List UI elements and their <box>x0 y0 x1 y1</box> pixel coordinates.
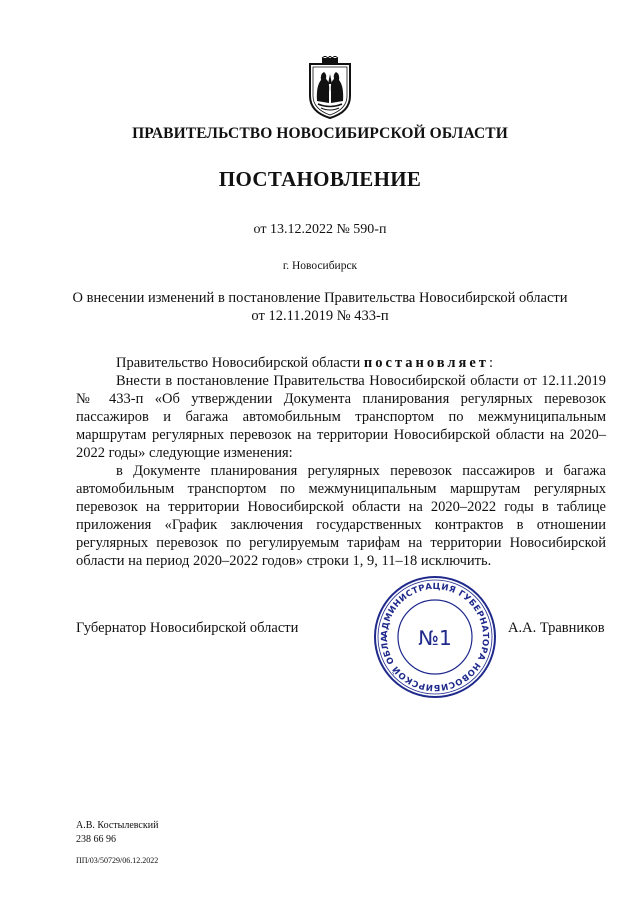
resolution-intro-lead: Правительство Новосибирской области <box>116 355 364 371</box>
document-body <box>76 354 606 570</box>
signatory-name: А.А. Травников <box>508 620 605 636</box>
coat-of-arms-icon <box>302 56 358 122</box>
official-seal-stamp-icon <box>372 574 498 700</box>
body-paragraph-1: Внести в постановление Правительства Новосибирской области от 12.11.2019 № 433-п «Об утверждении Документа планирования регулярных перевозок пассажиров и багажа автомобильным транспортом по межмуниципальным маршрутам регулярных перевозок на территории Новосибирской области на 2020–2022 годы» следующие изменения: <box>76 373 606 461</box>
subject-line-2: от 12.11.2019 № 433-п <box>251 308 389 324</box>
subject-line-1: О внесении изменений в постановление Правительства Новосибирской области <box>72 290 568 306</box>
government-title: ПРАВИТЕЛЬСТВО НОВОСИБИРСКОЙ ОБЛАСТИ <box>132 125 508 142</box>
document-type-title: ПОСТАНОВЛЕНИЕ <box>218 167 422 191</box>
resolution-intro-tail: : <box>488 355 493 371</box>
document-reference: ПП/03/50729/06.12.2022 <box>76 856 159 865</box>
body-paragraph-2: в Документе планирования регулярных перевозок пассажиров и багажа автомобильным транспортом по межмуниципальным маршрутам регулярных перевозок на территории Новосибирской области на 2020–2022 годы в таблице приложения «График заключения государственных контрактов в отношении регулярных перевозок по регулируемым тарифам на территории Новосибирской области на период 2020–2022 годов» строки 1, 9, 11–18 исключить. <box>76 463 606 569</box>
signatory-title: Губернатор Новосибирской области <box>76 620 299 636</box>
executor-name: А.В. Костылевский <box>76 820 159 831</box>
document-subject <box>0 289 640 325</box>
resolution-intro <box>76 354 606 372</box>
document-city: г. Новосибирск <box>282 260 358 272</box>
seal-text: АДМИНИСТРАЦИЯ ГУБЕРНАТОРА НОВОСИБИРСКОЙ ОБЛА <box>379 581 491 693</box>
seal-number: №1 <box>418 626 452 650</box>
document-date-number: от 13.12.2022 № 590-п <box>253 222 387 237</box>
executor-phone: 238 66 96 <box>76 834 116 845</box>
resolution-verb: постановляет <box>363 355 489 371</box>
